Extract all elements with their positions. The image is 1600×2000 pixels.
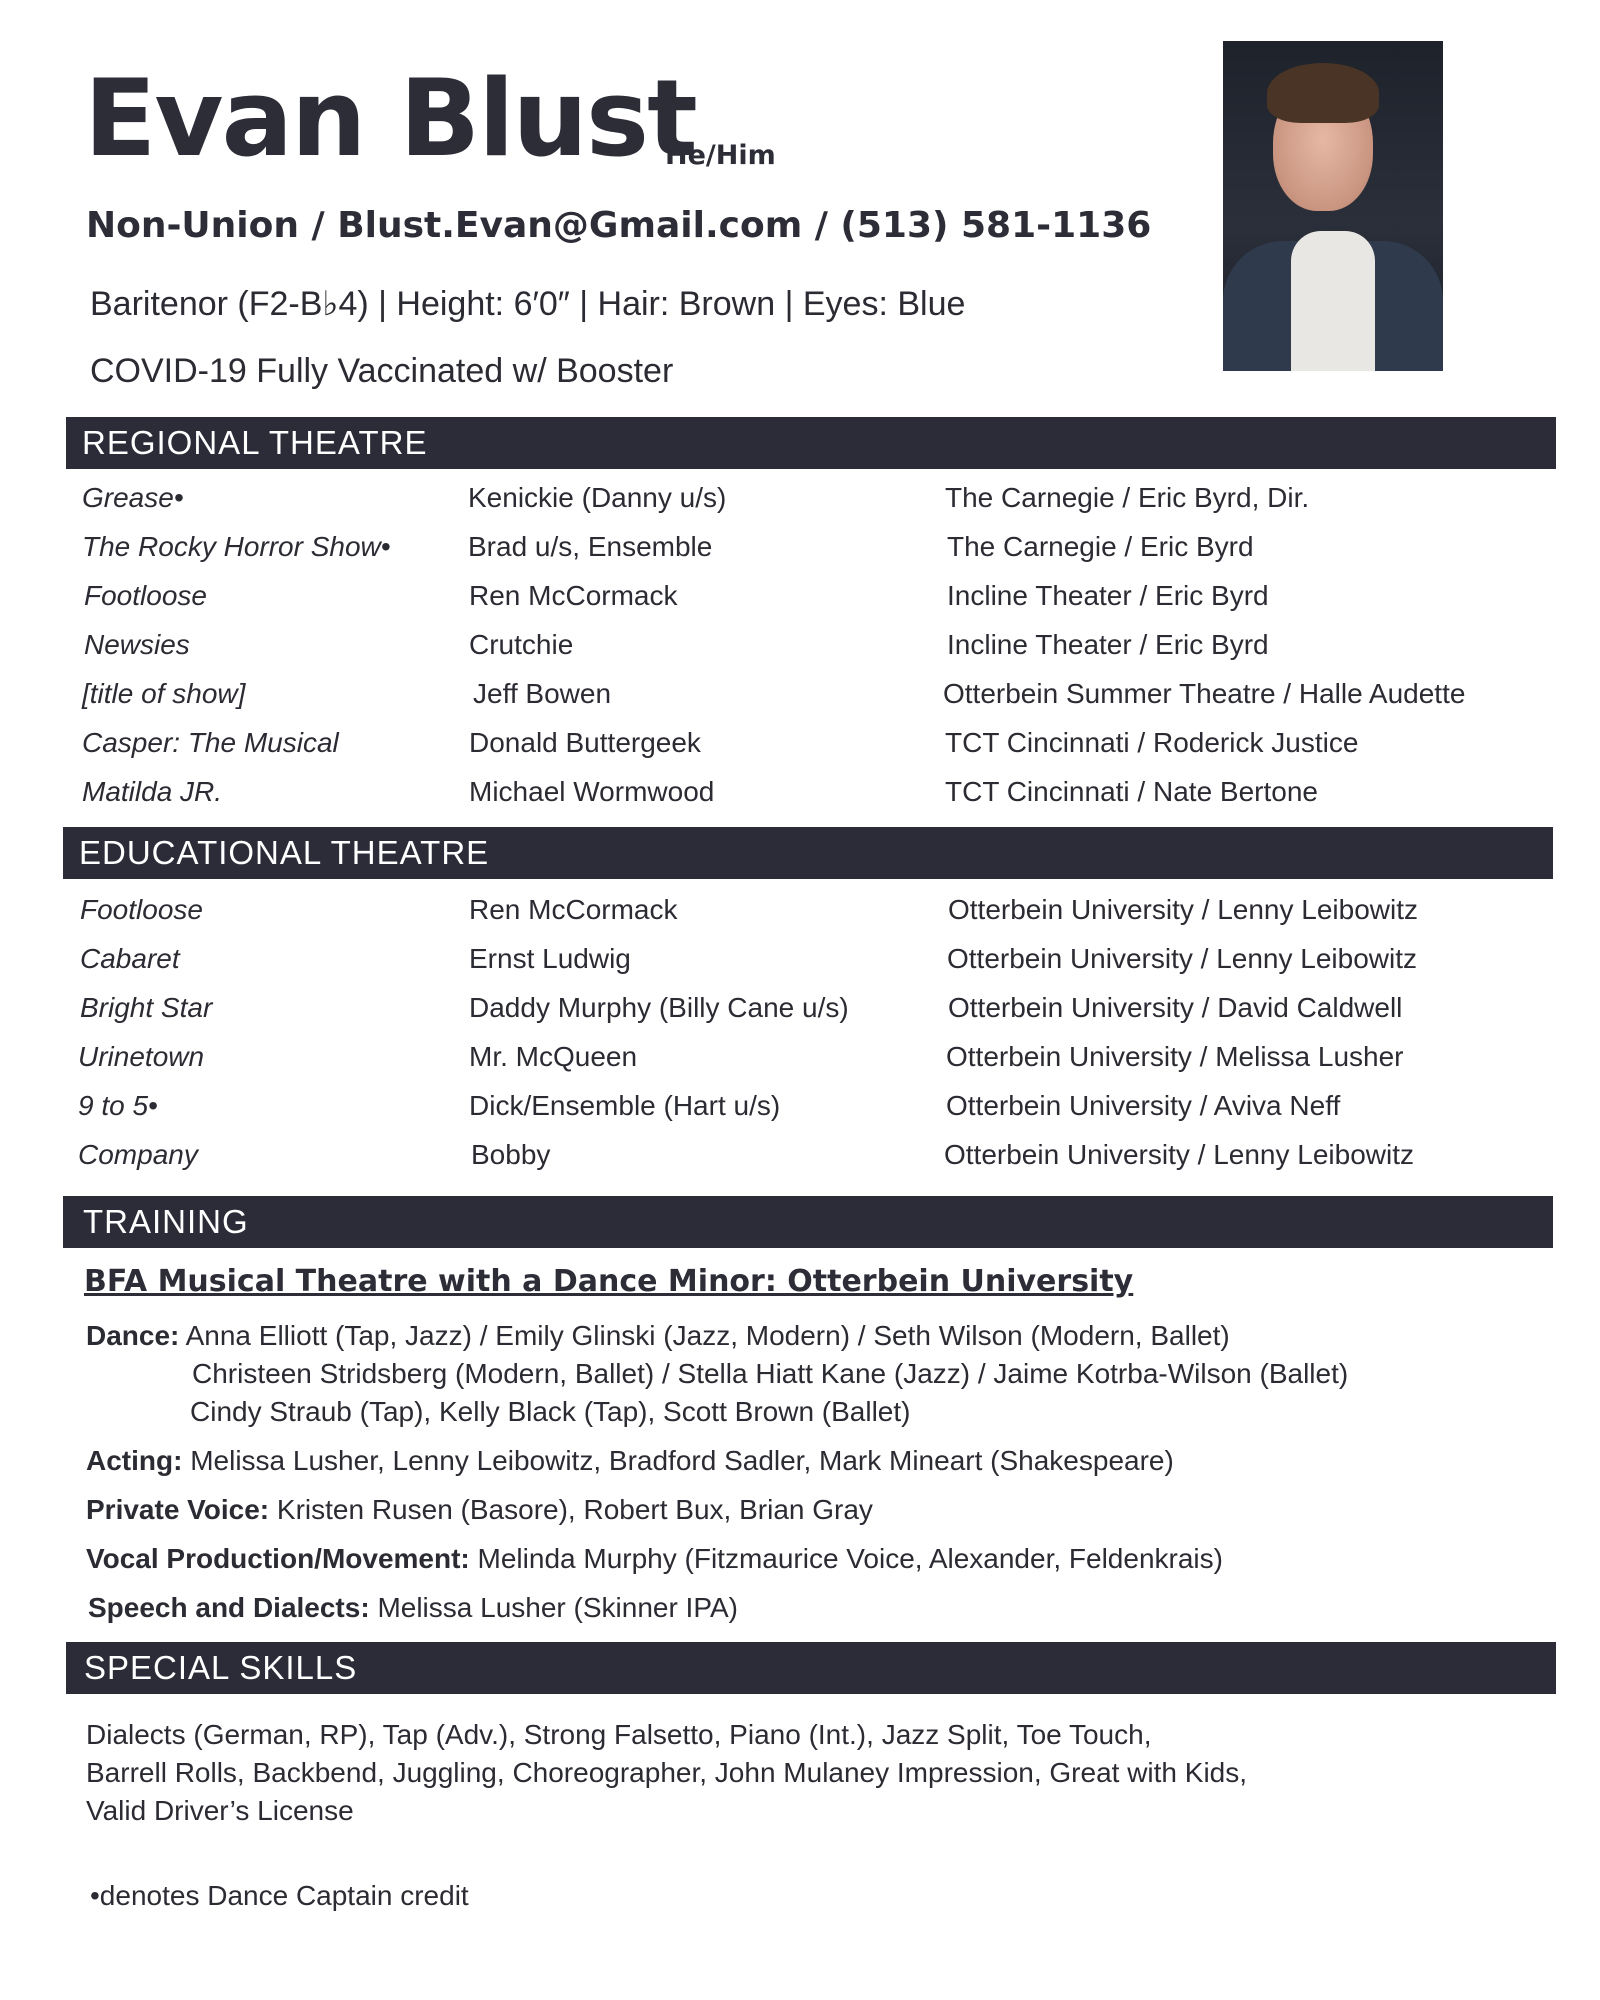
role: Bobby <box>471 1139 551 1170</box>
show-title: Footloose <box>80 894 203 925</box>
speech-training: Speech and Dialects: Melissa Lusher (Skinner IPA) <box>88 1592 738 1623</box>
special-skills-heading: SPECIAL SKILLS <box>66 1642 1556 1694</box>
company: Otterbein University / Melissa Lusher <box>946 1041 1404 1072</box>
vocal-production-training: Vocal Production/Movement: Melinda Murphy (Fitzmaurice Voice, Alexander, Feldenkrais) <box>86 1543 1223 1574</box>
company: TCT Cincinnati / Nate Bertone <box>945 776 1318 807</box>
company: TCT Cincinnati / Roderick Justice <box>945 727 1359 758</box>
headshot-photo <box>1223 41 1443 371</box>
role: Ren McCormack <box>469 894 678 925</box>
show-title: Footloose <box>84 580 207 611</box>
training-heading: TRAINING <box>63 1196 1553 1248</box>
company: Otterbein University / David Caldwell <box>948 992 1403 1023</box>
voice-training: Private Voice: Kristen Rusen (Basore), Robert Bux, Brian Gray <box>86 1494 873 1525</box>
show-title: Matilda JR. <box>82 776 223 807</box>
role: Ernst Ludwig <box>469 943 631 974</box>
show-title: Cabaret <box>80 943 180 974</box>
educational-theatre-heading: EDUCATIONAL THEATRE <box>63 827 1553 879</box>
role: Dick/Ensemble (Hart u/s) <box>469 1090 781 1121</box>
covid-status: COVID-19 Fully Vaccinated w/ Booster <box>90 352 674 390</box>
show-title: Company <box>78 1139 198 1170</box>
regional-theatre-heading: REGIONAL THEATRE <box>66 417 1556 469</box>
company: The Carnegie / Eric Byrd <box>947 531 1254 562</box>
company: Incline Theater / Eric Byrd <box>947 629 1269 660</box>
show-title: 9 to 5• <box>78 1090 158 1121</box>
actor-name: Evan Blust <box>84 57 696 180</box>
contact-line: Non-Union / Blust.Evan@Gmail.com / (513) 581-1136 <box>86 205 1152 246</box>
show-title: Urinetown <box>78 1041 205 1072</box>
company: Incline Theater / Eric Byrd <box>947 580 1269 611</box>
role: Donald Buttergeek <box>469 727 701 758</box>
role: Daddy Murphy (Billy Cane u/s) <box>469 992 849 1023</box>
degree-program: BFA Musical Theatre with a Dance Minor: Otterbein University <box>84 1264 1134 1299</box>
company: Otterbein University / Lenny Leibowitz <box>947 943 1417 974</box>
dance-captain-footnote: •denotes Dance Captain credit <box>90 1880 469 1911</box>
special-skills-list: Dialects (German, RP), Tap (Adv.), Strong Falsetto, Piano (Int.), Jazz Split, Toe Touch, Barrell Rolls, Backbend, Juggling, Choreographer, John Mulaney Impression, Great with Kids, Valid Driver’s License <box>86 1719 1248 1826</box>
role: Mr. McQueen <box>469 1041 638 1072</box>
dance-training-cont: Cindy Straub (Tap), Kelly Black (Tap), Scott Brown (Ballet) <box>190 1396 911 1427</box>
show-title: The Rocky Horror Show• <box>82 531 391 562</box>
show-title: Newsies <box>84 629 190 660</box>
company: Otterbein University / Aviva Neff <box>946 1090 1341 1121</box>
role: Kenickie (Danny u/s) <box>468 482 727 513</box>
show-title: [title of show] <box>82 678 246 709</box>
physical-stats: Baritenor (F2-B♭4) | Height: 6′0″ | Hair: Brown | Eyes: Blue <box>90 285 966 323</box>
dance-training: Dance: Anna Elliott (Tap, Jazz) / Emily Glinski (Jazz, Modern) / Seth Wilson (Modern, Ballet) <box>86 1320 1230 1351</box>
show-title: Casper: The Musical <box>82 727 339 758</box>
company: Otterbein University / Lenny Leibowitz <box>948 894 1418 925</box>
role: Brad u/s, Ensemble <box>468 531 713 562</box>
pronouns: He/Him <box>665 140 776 171</box>
dance-training-cont: Christeen Stridsberg (Modern, Ballet) / Stella Hiatt Kane (Jazz) / Jaime Kotrba-Wilson (Ballet) <box>192 1358 1349 1389</box>
company: The Carnegie / Eric Byrd, Dir. <box>945 482 1310 513</box>
role: Ren McCormack <box>469 580 678 611</box>
role: Jeff Bowen <box>473 678 612 709</box>
acting-training: Acting: Melissa Lusher, Lenny Leibowitz, Bradford Sadler, Mark Mineart (Shakespeare) <box>86 1445 1174 1476</box>
company: Otterbein Summer Theatre / Halle Audette <box>943 678 1466 709</box>
role: Crutchie <box>469 629 574 660</box>
show-title: Grease• <box>82 482 184 513</box>
company: Otterbein University / Lenny Leibowitz <box>944 1139 1414 1170</box>
show-title: Bright Star <box>80 992 213 1023</box>
role: Michael Wormwood <box>469 776 715 807</box>
